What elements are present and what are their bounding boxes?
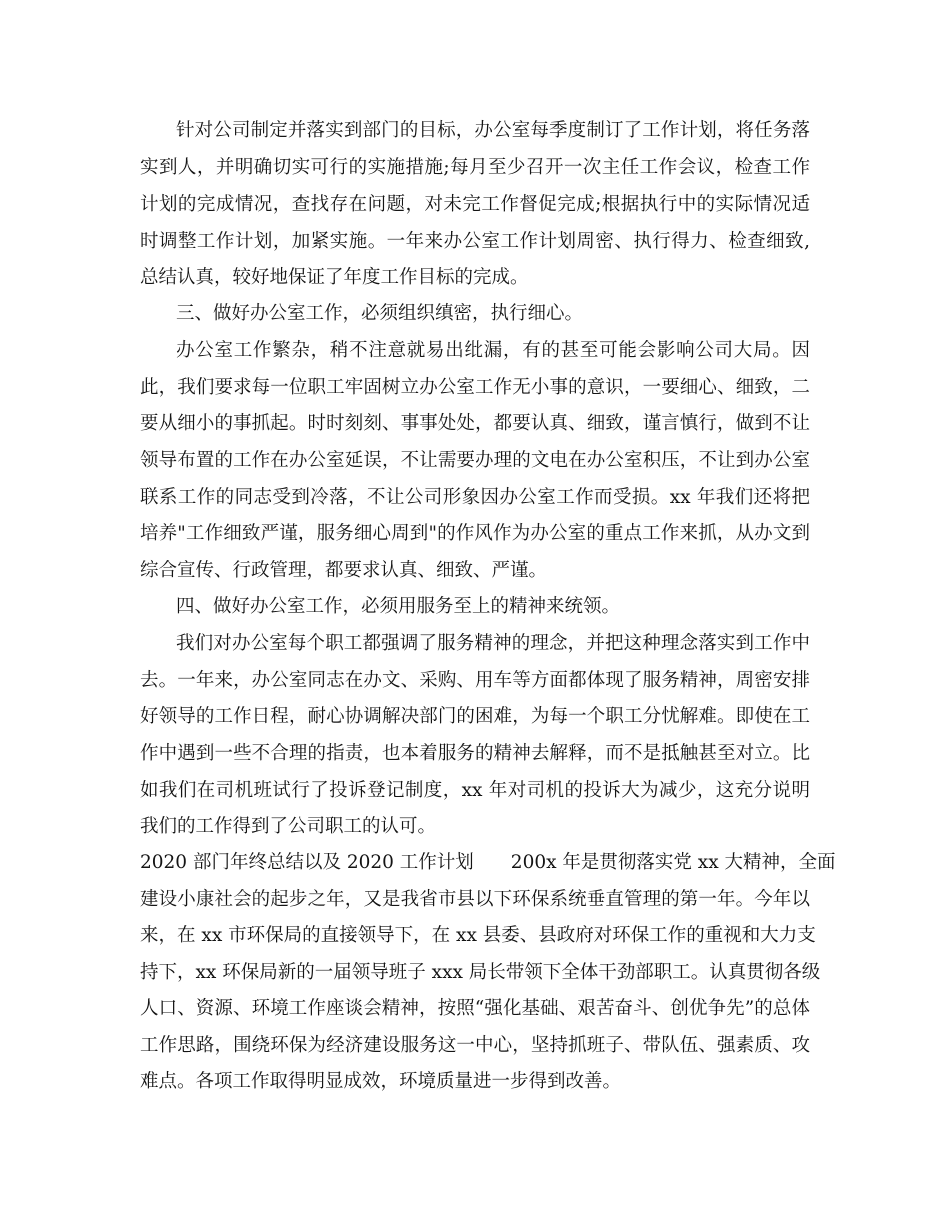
paragraph-line: 联系工作的同志受到冷落，不让公司形象因办公室工作而受损。xx 年我们还将把 bbox=[140, 487, 810, 508]
paragraph-line: 2020 部门年终总结以及 2020 工作计划 200x 年是贯彻落实党 xx 大精神，全面 bbox=[140, 852, 836, 873]
paragraph-line: 时调整工作计划，加紧实施。一年来办公室工作计划周密、执行得力、检查细致, bbox=[140, 231, 810, 252]
paragraph-line: 计划的完成情况，查找存在问题，对未完工作督促完成;根据执行中的实际情况适 bbox=[140, 194, 810, 215]
paragraph-line: 我们对办公室每个职工都强调了服务精神的理念，并把这种理念落实到工作中 bbox=[176, 633, 810, 654]
paragraph-line: 好领导的工作日程，耐心协调解决部门的困难，为每一个职工分忧解难。即使在工 bbox=[140, 706, 810, 727]
paragraph-line: 作中遇到一些不合理的指责，也本着服务的精神去解释，而不是抵触甚至对立。比 bbox=[140, 743, 810, 764]
paragraph-line: 针对公司制定并落实到部门的目标，办公室每季度制订了工作计划，将任务落 bbox=[176, 120, 810, 141]
paragraph-line: 总结认真，较好地保证了年度工作目标的完成。 bbox=[140, 267, 529, 288]
paragraph-line: 综合宣传、行政管理，都要求认真、细致、严谨。 bbox=[140, 560, 548, 581]
paragraph-line: 我们的工作得到了公司职工的认可。 bbox=[140, 816, 437, 837]
paragraph-line: 持下，xx 环保局新的一届领导班子 xxx 局长带领下全体干劲部职工。认真贯彻各级 bbox=[140, 962, 821, 983]
paragraph-line: 来，在 xx 市环保局的直接领导下，在 xx 县委、县政府对环保工作的重视和大力支 bbox=[140, 925, 816, 946]
paragraph-line: 办公室工作繁杂，稍不注意就易出纰漏，有的甚至可能会影响公司大局。因 bbox=[176, 340, 810, 361]
paragraph-line: 实到人，并明确切实可行的实施措施;每月至少召开一次主任工作会议，检查工作 bbox=[140, 157, 810, 178]
paragraph-line: 要从细小的事抓起。时时刻刻、事事处处，都要认真、细致，谨言慎行，做到不让 bbox=[140, 413, 810, 434]
section-heading: 四、做好办公室工作，必须用服务至上的精神来统领。 bbox=[176, 596, 621, 617]
paragraph-line: 领导布置的工作在办公室延误，不让需要办理的文电在办公室积压，不让到办公室 bbox=[140, 450, 810, 471]
paragraph-line: 工作思路，围绕环保为经济建设服务这一中心，坚持抓班子、带队伍、强素质、攻 bbox=[140, 1035, 810, 1056]
section-heading: 三、做好办公室工作，必须组织缜密，执行细心。 bbox=[176, 303, 584, 324]
paragraph-line: 人口、资源、环境工作座谈会精神，按照“强化基础、艰苦奋斗、创优争先”的总体 bbox=[140, 998, 810, 1019]
paragraph-line: 建设小康社会的起步之年，又是我省市县以下环保系统垂直管理的第一年。今年以 bbox=[140, 889, 810, 910]
paragraph-line: 此，我们要求每一位职工牢固树立办公室工作无小事的意识，一要细心、细致，二 bbox=[140, 377, 810, 398]
paragraph-line: 难点。各项工作取得明显成效，环境质量进一步得到改善。 bbox=[140, 1071, 622, 1092]
paragraph-line: 培养"工作细致严谨，服务细心周到"的作风作为办公室的重点工作来抓，从办文到 bbox=[140, 523, 810, 544]
paragraph-line: 去。一年来，办公室同志在办文、采购、用车等方面都体现了服务精神，周密安排 bbox=[140, 670, 810, 691]
paragraph-line: 如我们在司机班试行了投诉登记制度，xx 年对司机的投诉大为减少，这充分说明 bbox=[140, 780, 810, 801]
